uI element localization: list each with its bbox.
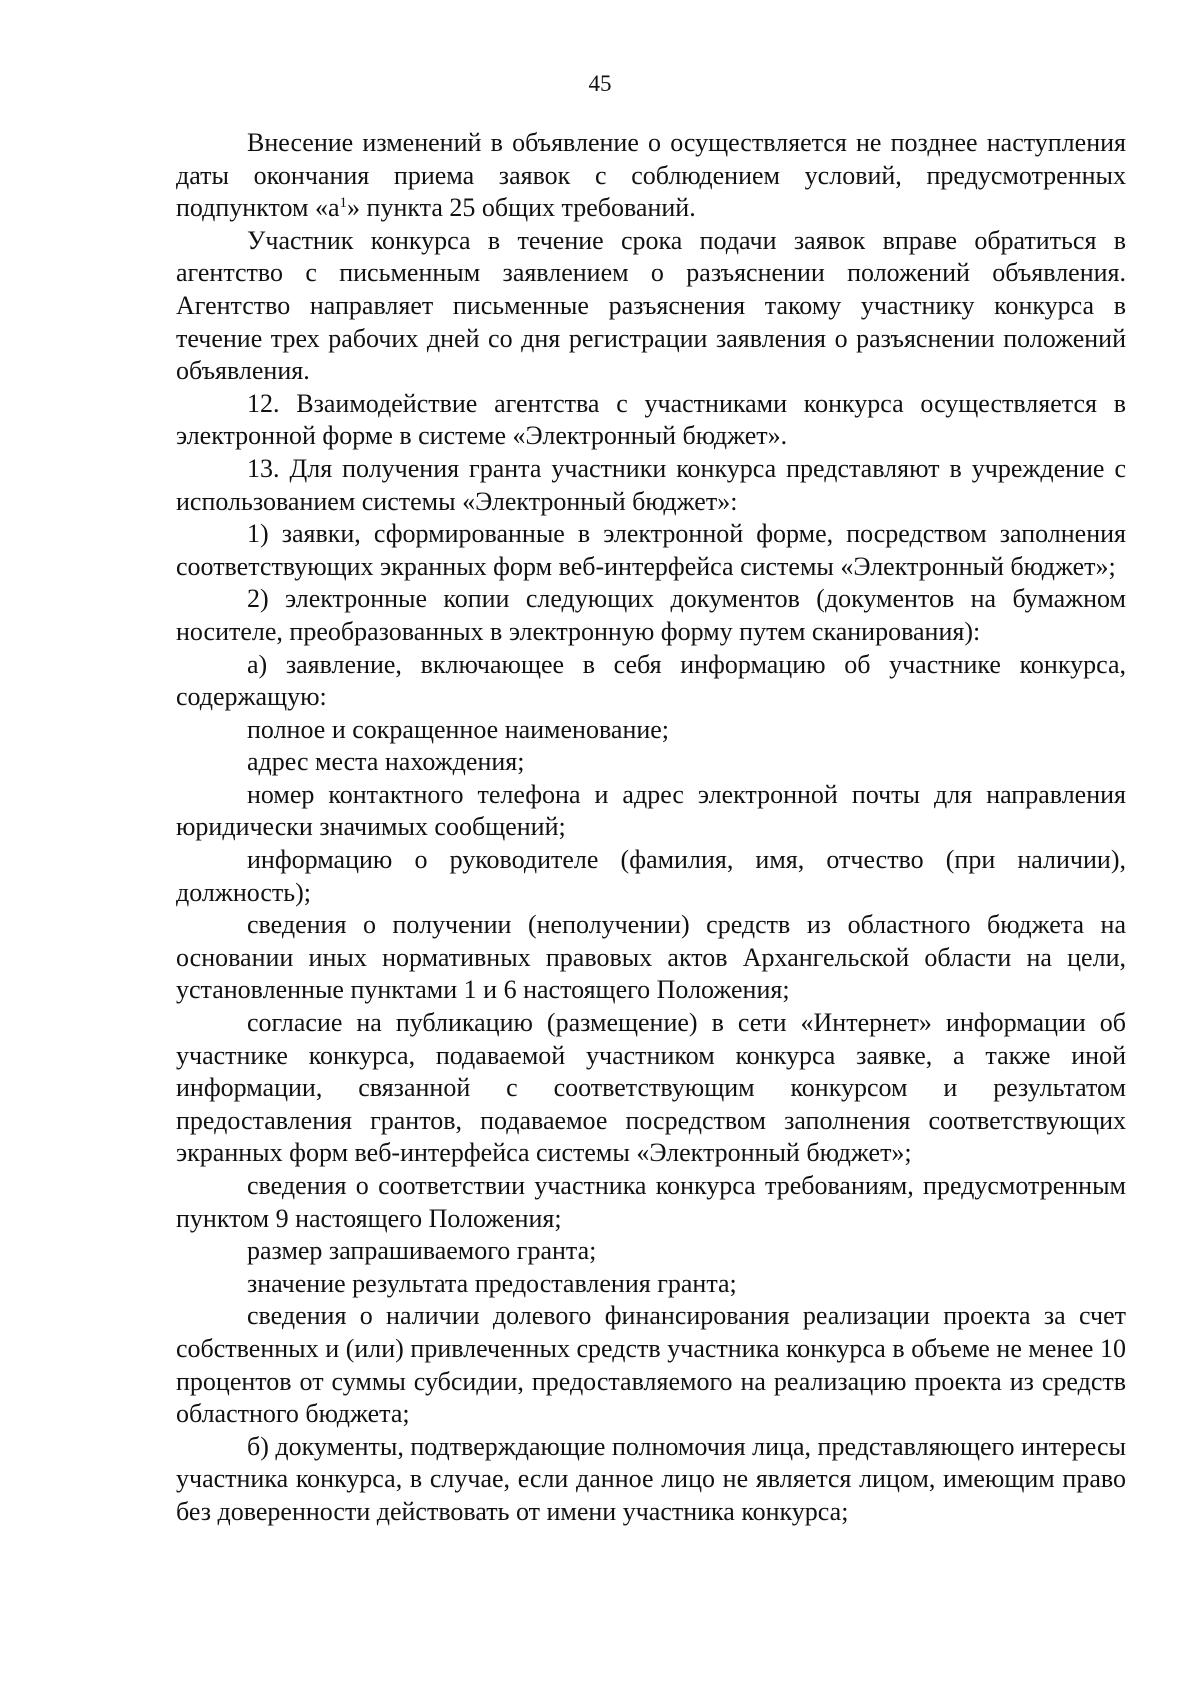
paragraph-item-12: 12. Взаимодействие агентства с участниками конкурса осуществляется в электронной форме в системе «Электронный бюджет». [176, 388, 1126, 451]
paragraph-list-item: полное и сокращенное наименование; [247, 714, 670, 744]
paragraph-list-item: значение результата предоставления гранта; [247, 1268, 737, 1298]
paragraph-announcement-changes [176, 127, 1126, 225]
paragraph-list-item: размер запрашиваемого гранта; [247, 1236, 597, 1266]
paragraph-text: » пункта 25 общих требований. [347, 193, 696, 223]
document-body [176, 127, 1126, 1529]
superscript-mark: 1 [339, 195, 348, 212]
paragraph-clarification-request: Участник конкурса в течение срока подачи заявок вправе обратиться в агентство с письменным заявлением о разъяснении положений объявления. Агентство направляет письменные разъяснения такому участнику конкурса в течение трех рабочих дней со дня регистрации заявления о разъяснении положений объявления. [176, 225, 1126, 386]
paragraph-list-item: номер контактного телефона и адрес электронной почты для направления юридически значимых сообщений; [176, 779, 1126, 842]
paragraph-list-item: сведения о получении (неполучении) средств из областного бюджета на основании иных нормативных правовых актов Архангельской области на цели, установленные пунктами 1 и 6 настоящего Положения; [176, 910, 1126, 1005]
paragraph-list-item: информацию о руководителе (фамилия, имя, отчество (при наличии), должность); [176, 845, 1126, 907]
paragraph-item-13: 13. Для получения гранта участники конкурса представляют в учреждение с использованием системы «Электронный бюджет»: [176, 453, 1126, 516]
paragraph-list-item: сведения о наличии долевого финансирования реализации проекта за счет собственных и (или) привлеченных средств участника конкурса в объеме не менее 10 процентов от суммы субсидии, предоставляемого на реализацию проекта из средств областного бюджета; [176, 1301, 1126, 1429]
page-number: 45 [588, 71, 612, 96]
paragraph-subitem-2: 2) электронные копии следующих документов (документов на бумажном носителе, преобразованных в электронную форму путем сканирования): [176, 584, 1126, 646]
paragraph-text: Внесение изменений в объявление о осуществляется не позднее наступления даты окончания приема заявок с соблюдением условий, предусмотренных подпунктом «а [176, 128, 1126, 223]
paragraph-list-item: сведения о соответствии участника конкурса требованиям, предусмотренным пунктом 9 настоящего Положения; [176, 1171, 1126, 1233]
paragraph-subitem-b: б) документы, подтверждающие полномочия лица, представляющего интересы участника конкурса, в случае, если данное лицо не является лицом, имеющим право без доверенности действовать от имени участника конкурса; [176, 1431, 1126, 1526]
paragraph-subitem-1: 1) заявки, сформированные в электронной форме, посредством заполнения соответствующих экранных форм веб-интерфейса системы «Электронный бюджет»; [176, 519, 1126, 581]
paragraph-list-item: согласие на публикацию (размещение) в сети «Интернет» информации об участнике конкурса, подаваемой участником конкурса заявке, а также иной информации, связанной с соответствующим конкурсом и результатом предоставления грантов, подаваемое посредством заполнения соответствующих экранных форм веб-интерфейса системы «Электронный бюджет»; [176, 1008, 1126, 1168]
paragraph-subitem-a: а) заявление, включающее в себя информацию об участнике конкурса, содержащую: [176, 649, 1126, 712]
paragraph-list-item: адрес места нахождения; [247, 747, 525, 777]
